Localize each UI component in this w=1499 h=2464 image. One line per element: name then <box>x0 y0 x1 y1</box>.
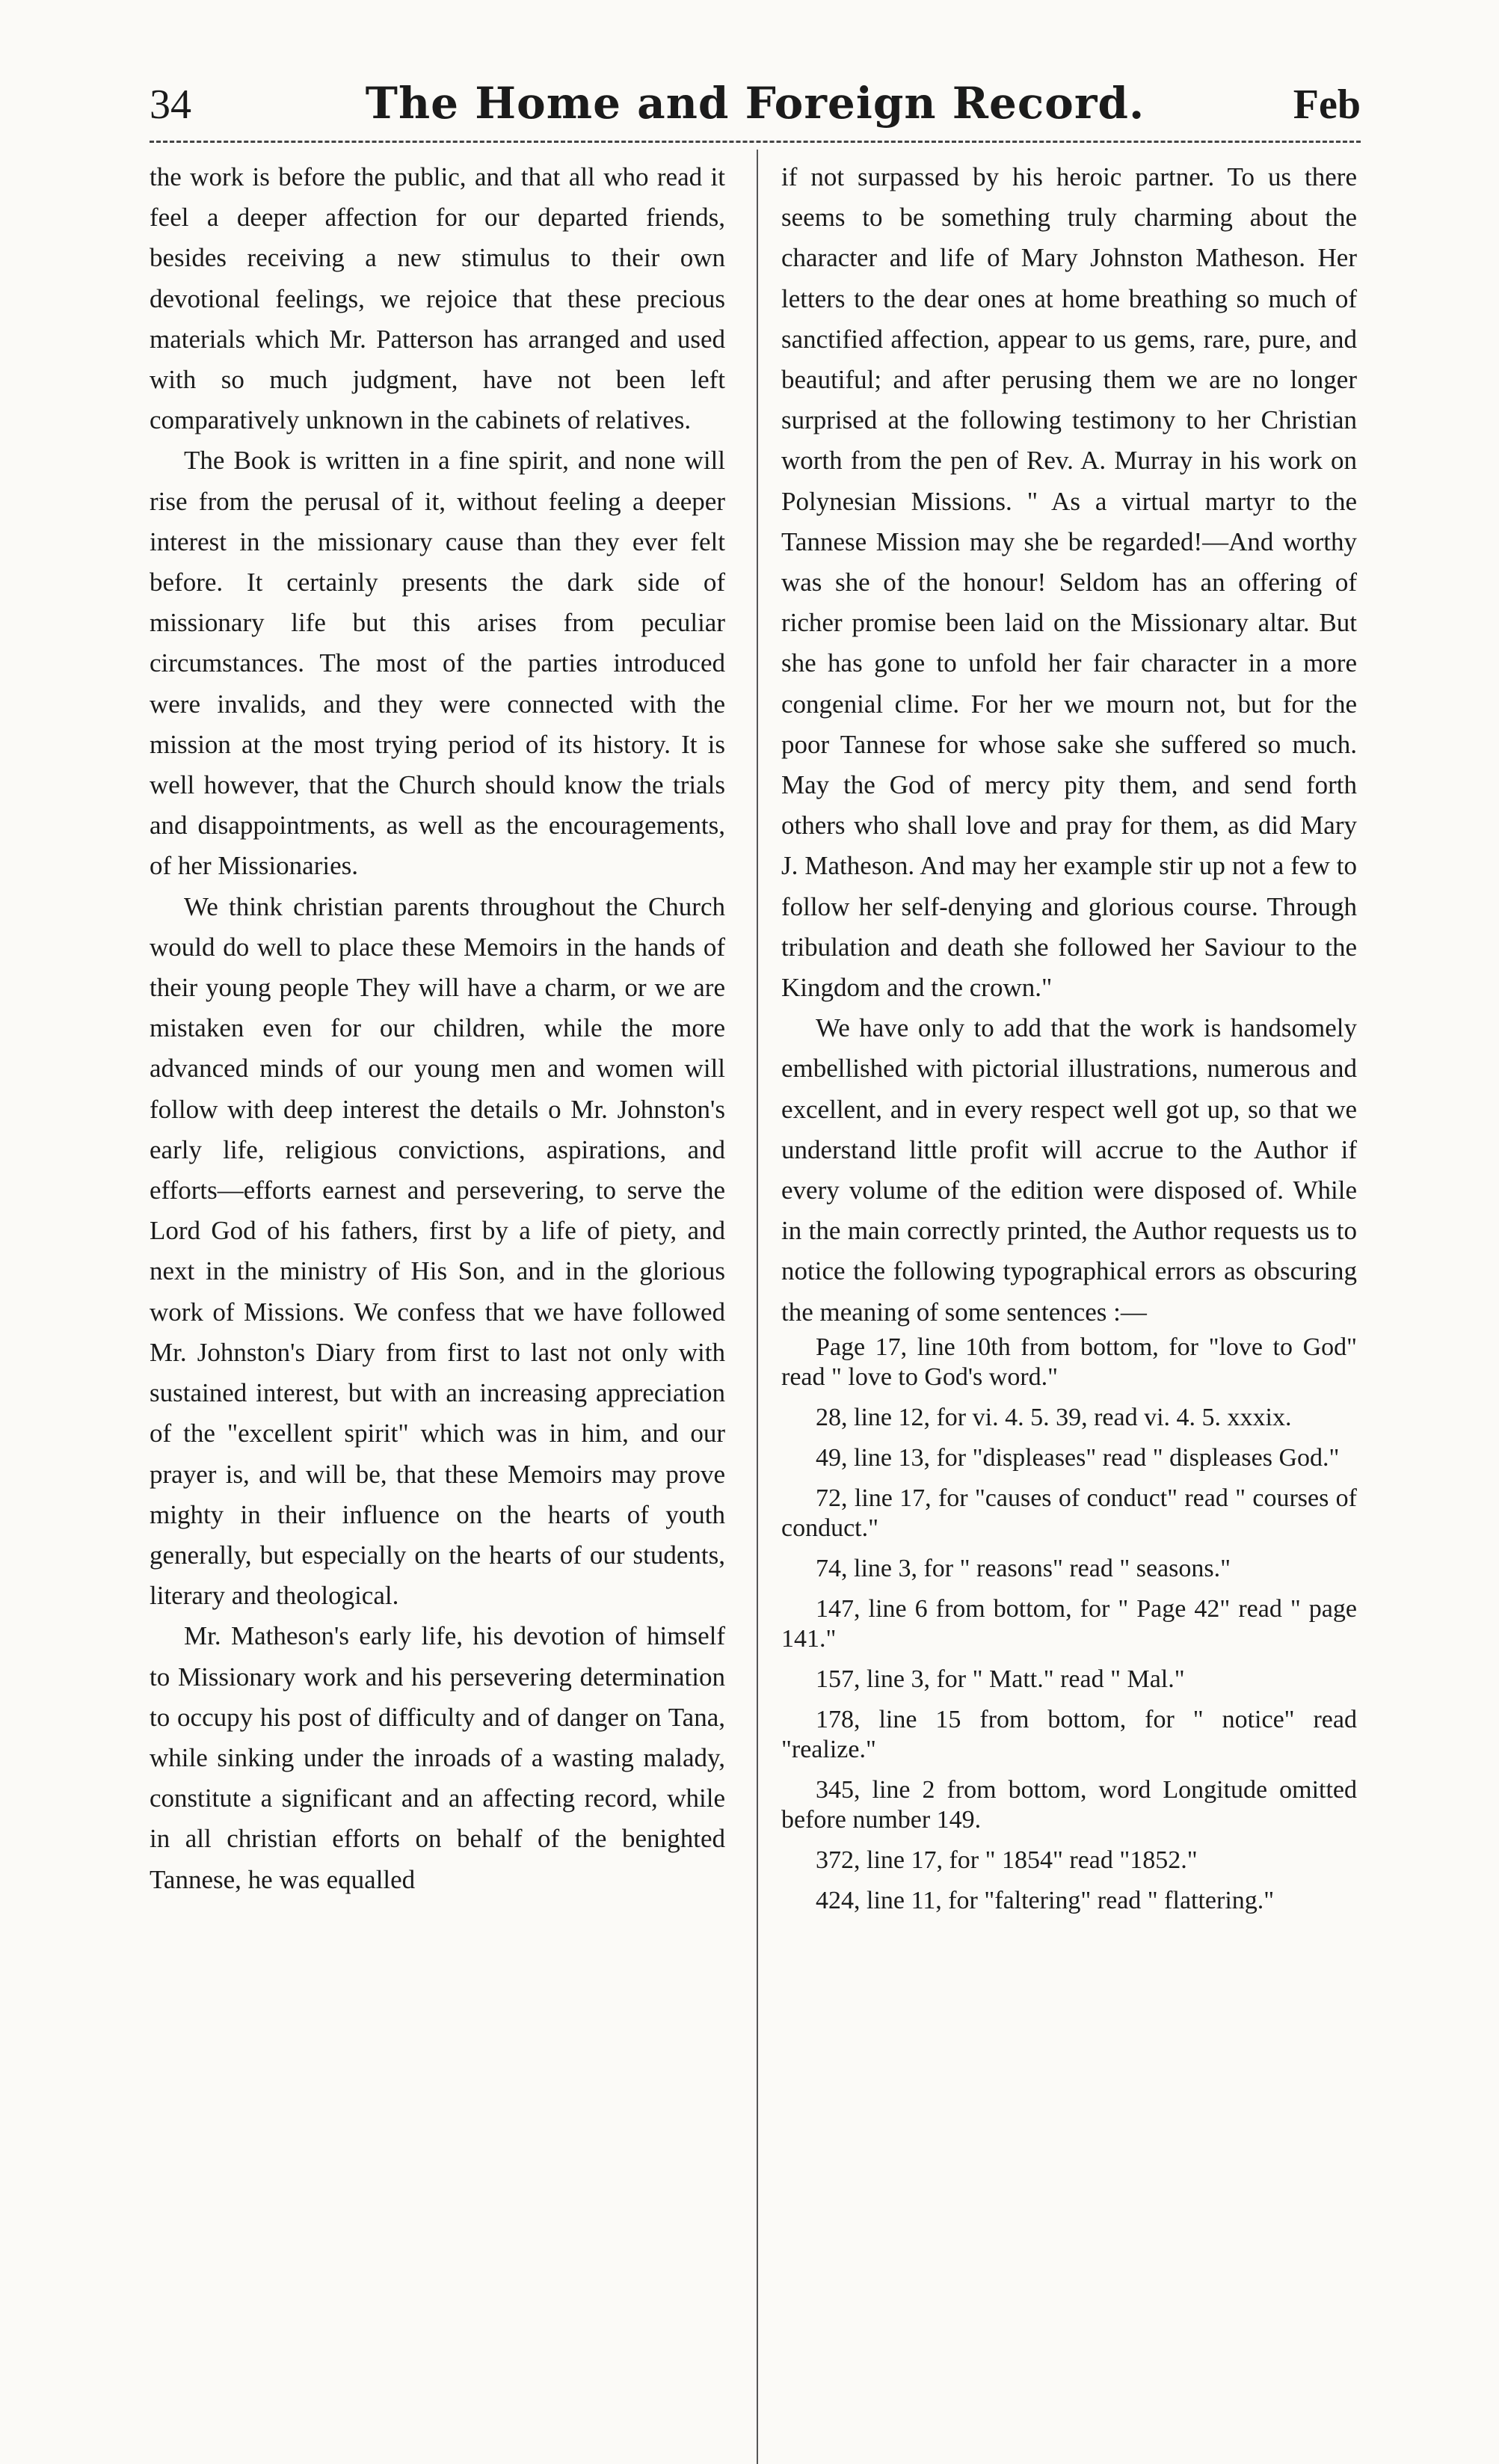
errata-entry: 147, line 6 from bottom, for " Page 42" read " page 141." <box>781 1594 1357 1653</box>
errata-entry: 74, line 3, for " reasons" read " seasons." <box>816 1554 1231 1582</box>
errata-entry: 72, line 17, for "causes of conduct" read " courses of conduct." <box>781 1484 1357 1542</box>
page-number: 34 <box>150 82 191 128</box>
journal-title: The Home and Foreign Record. <box>365 78 1145 129</box>
paragraph: The Book is written in a fine spirit, and none will rise from the perusal of it, without feeling a deeper interest in the missionary cause than they ever felt before. It certainly presents the dark side of missionary life but this arises from peculiar circumstances. The most of the parties introduced were invalids, and they were connected with the mission at the most trying period of its history. It is well however, that the Church should know the trials and disappointments, as well as the encouragements, of her Missionaries. <box>150 446 725 881</box>
right-column <box>781 157 1357 1926</box>
paragraph: Mr. Matheson's early life, his devotion of himself to Missionary work and his persevering determination to occupy his post of difficulty and of danger on Tana, while sinking under the inroads of a wasting malady, constitute a significant and an affecting record, while in all christian efforts on behalf of the benighted Tannese, he was equalled <box>150 1621 725 1894</box>
errata-list <box>781 1333 1357 1916</box>
header-rule <box>150 141 1361 143</box>
errata-entry: Page 17, line 10th from bottom, for "love to God" read " love to God's word." <box>781 1333 1357 1391</box>
paragraph: if not surpassed by his heroic partner. To us there seems to be something truly charming about the character and life of Mary Johnston Matheson. Her letters to the dear ones at home breathing so much of sanctified affection, appear to us gems, rare, pure, and beautiful; and after perusing them we are no longer surprised at the following testimony to her Christian worth from the pen of Rev. A. Murray in his work on Polynesian Missions. " As a virtual martyr to the Tannese Mission may she be regarded!—And worthy was she of the honour! Seldom has an offering of richer promise been laid on the Missionary altar. But she has gone to unfold her fair character in a more congenial clime. For her we mourn not, but for the poor Tannese for whose sake she suffered so much. May the God of mercy pity them, and send forth others who shall love and pray for them, as did Mary J. Matheson. And may her example stir up not a few to follow her self-denying and glorious course. Through tribulation and death she followed her Saviour to the Kingdom and the crown." <box>781 162 1357 1003</box>
paragraph: We have only to add that the work is handsomely embellished with pictorial illustrations, numerous and excellent, and in every respect well got up, so that we understand little profit will accrue to the Author if every volume of the edition were disposed of. While in the main correctly printed, the Author requests us to notice the following typographical errors as obscuring the meaning of some sentences :— <box>781 1013 1357 1327</box>
errata-entry: 157, line 3, for " Matt." read " Mal." <box>816 1665 1185 1693</box>
errata-entry: 49, line 13, for "displeases" read " displeases God." <box>816 1443 1340 1472</box>
errata-entry: 178, line 15 from bottom, for " notice" read "realize." <box>781 1705 1357 1763</box>
month-label: Feb <box>1293 82 1361 128</box>
paragraph: We think christian parents throughout the Church would do well to place these Memoirs in the hands of their young people They will have a charm, or we are mistaken even for our children, while the more advanced minds of our young men and women will follow with deep interest the details o Mr. Johnston's early life, religious convictions, aspirations, and efforts—efforts earnest and persevering, to serve the Lord God of his fathers, first by a life of piety, and next in the ministry of His Son, and in the glorious work of Missions. We confess that we have followed Mr. Johnston's Diary from first to last not only with sustained interest, but with an increasing appreciation of the "excellent spirit" which was in him, and our prayer is, and will be, that these Memoirs may prove mighty in their influence on the hearts of youth generally, but especially on the hearts of our students, literary and theological. <box>150 891 725 1611</box>
errata-entry: 424, line 11, for "faltering" read " flattering." <box>816 1886 1275 1914</box>
errata-entry: 28, line 12, for vi. 4. 5. 39, read vi. 4. 5. xxxix. <box>816 1403 1292 1431</box>
errata-entry: 345, line 2 from bottom, word Longitude omitted before number 149. <box>781 1775 1357 1834</box>
paragraph: the work is before the public, and that all who read it feel a deeper affection for our departed friends, besides receiving a new stimulus to their own devotional feelings, we rejoice that these precious materials which Mr. Patterson has arranged and used with so much judgment, have not been left comparatively unknown in the cabinets of relatives. <box>150 162 725 435</box>
errata-entry: 372, line 17, for " 1854" read "1852." <box>816 1846 1198 1874</box>
left-column <box>150 157 725 1900</box>
column-divider <box>757 150 758 2464</box>
running-header <box>150 78 1361 141</box>
